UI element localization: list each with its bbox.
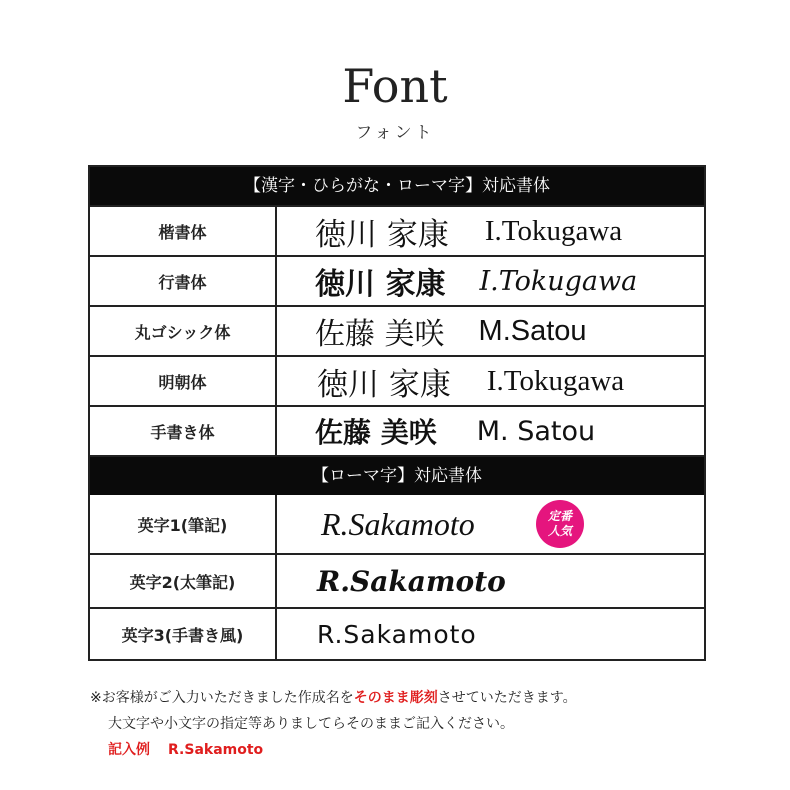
- font-sample: [277, 257, 704, 305]
- font-label: 英字3(手書き風): [90, 609, 277, 659]
- sample-roman: M. Satou: [476, 415, 596, 447]
- font-sample: [277, 307, 704, 355]
- font-sample: [277, 357, 704, 405]
- section-header-roman: 【ローマ字】対応書体: [90, 457, 704, 495]
- font-row-english-1: [90, 493, 704, 553]
- sample-name: 佐藤 美咲: [315, 416, 437, 449]
- font-label: 丸ゴシック体: [90, 307, 277, 355]
- font-row-maru-gothic: [90, 305, 704, 355]
- font-sample: [277, 609, 704, 659]
- font-row-kaisho: [90, 205, 704, 255]
- font-row-gyosho: [90, 255, 704, 305]
- sample-name: 徳川 家康: [315, 216, 449, 253]
- section-header-kanji: 【漢字・ひらがな・ローマ字】対応書体: [90, 167, 704, 205]
- page-subtitle: フォント: [355, 123, 435, 143]
- sample-roman: R.Sakamoto: [321, 505, 475, 542]
- font-sample: [277, 555, 704, 607]
- sample-roman: I.Tokugawa: [484, 214, 623, 247]
- font-row-mincho: [90, 355, 704, 405]
- font-row-english-2: [90, 553, 704, 607]
- font-row-tegaki: [90, 405, 704, 455]
- note-line-2: 大文字や小文字の指定等ありましてらそのままご記入ください。: [108, 716, 514, 732]
- note-example: [90, 737, 577, 763]
- font-row-english-3: [90, 607, 704, 659]
- font-label: 英字2(太筆記): [90, 555, 277, 607]
- font-label: 行書体: [90, 257, 277, 305]
- page-title: Font: [342, 59, 448, 113]
- font-sample: [277, 407, 704, 455]
- font-sample: [277, 207, 704, 255]
- section-header-row: [90, 455, 704, 493]
- font-label: 手書き体: [90, 407, 277, 455]
- sample-name: 徳川 家康: [315, 267, 446, 302]
- font-label: 明朝体: [90, 357, 277, 405]
- font-label: 英字1(筆記): [90, 495, 277, 553]
- example-label: 記入例: [108, 742, 150, 758]
- sample-roman: R.Sakamoto: [317, 564, 506, 598]
- popular-badge: [536, 500, 584, 548]
- note-text: させていただきます。: [437, 690, 577, 706]
- font-label: 楷書体: [90, 207, 277, 255]
- note-line-1: [90, 685, 577, 711]
- sample-roman: R.Sakamoto: [317, 619, 477, 649]
- sample-roman: I.Tokugawa: [479, 265, 638, 297]
- note-emphasis: そのまま彫刻: [353, 690, 438, 706]
- sample-roman: M.Satou: [478, 314, 587, 347]
- sample-roman: I.Tokugawa: [486, 364, 625, 397]
- badge-line2: 人気: [547, 524, 572, 538]
- sample-name: 徳川 家康: [317, 366, 451, 403]
- font-table: [88, 165, 706, 661]
- example-value: R.Sakamoto: [168, 742, 264, 758]
- sample-name: 佐藤 美咲: [315, 317, 445, 352]
- font-sample: [277, 495, 704, 553]
- note-text: ※お客様がご入力いただきました作成名を: [90, 690, 354, 706]
- notes: [90, 685, 577, 763]
- badge-line1: 定番: [547, 509, 572, 523]
